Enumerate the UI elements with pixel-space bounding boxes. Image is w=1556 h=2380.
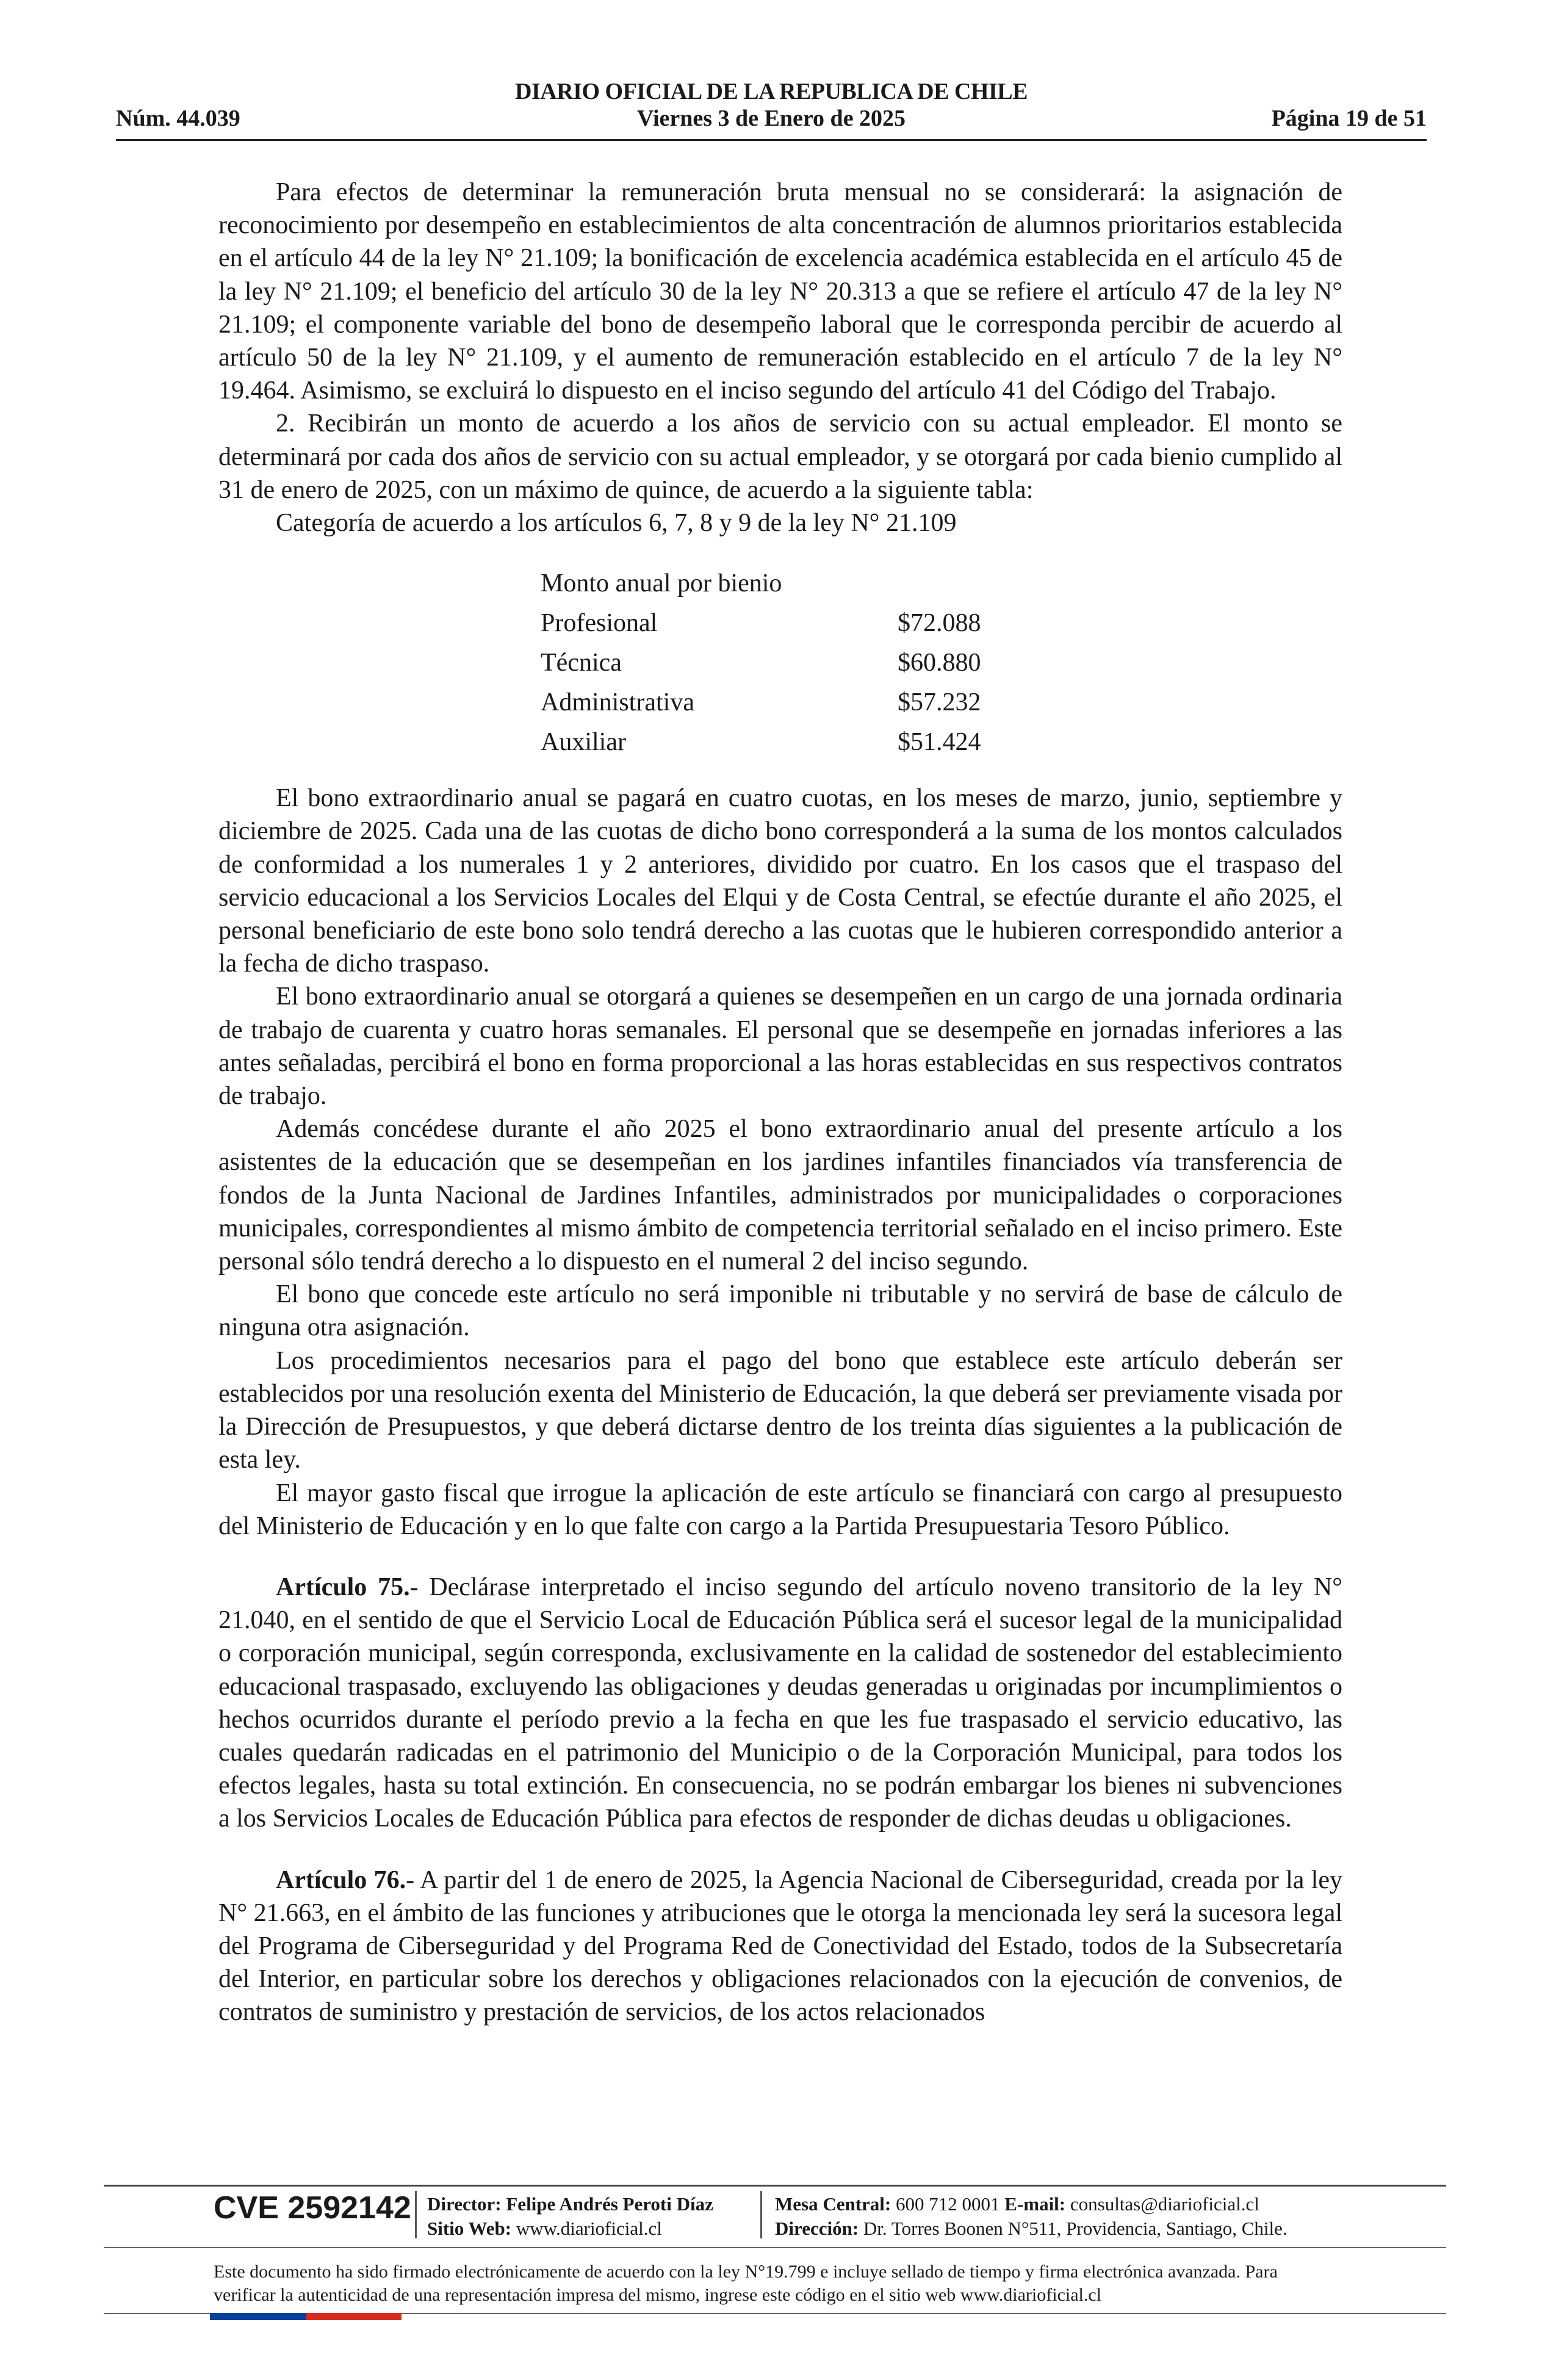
table-row: [541, 604, 1342, 643]
header-rule: [116, 139, 1427, 141]
table-category: Profesional: [541, 609, 658, 638]
flag-stripe-blue: [210, 2313, 306, 2320]
table-row: [541, 723, 1342, 762]
director-label: Director:: [427, 2193, 502, 2215]
signature-note: Este documento ha sido firmado electrónicamente de acuerdo con la ley N°19.799 e incluye sellado de tiempo y firma electrónica avanzada. Para verificar la autenticidad de una representación impresa del mismo, ingrese este código en el sitio web www.diarioficial.cl: [214, 2262, 1278, 2305]
paragraph: El bono extraordinario anual se otorgará a quienes se desempeñen en un cargo de una jornada ordinaria de trabajo de cuarenta y cuatro horas semanales. El personal que se desempeñe en jornadas inferiores a las antes señaladas, percibirá el bono en forma proporcional a las horas establecidas en sus respectivos contratos de trabajo.: [218, 983, 1342, 1111]
issue-number: Núm. 44.039: [116, 106, 240, 131]
footer-rule: [104, 2247, 1446, 2248]
table-row: [541, 683, 1342, 723]
table-header: Monto anual por bienio: [541, 569, 782, 598]
mesa-label: Mesa Central:: [775, 2193, 891, 2215]
flag-stripe-red: [306, 2313, 402, 2320]
page-indicator: Página 19 de 51: [1271, 106, 1427, 131]
article-heading: Artículo 75.-: [276, 1573, 419, 1601]
article-75: [218, 1571, 1342, 1836]
paragraph: El bono extraordinario anual se pagará en cuatro cuotas, en los meses de marzo, junio, septiembre y diciembre de 2025. Cada una de las cuotas de dicho bono corresponderá a la suma de los montos calculados de conformidad a los numerales 1 y 2 anteriores, dividido por cuatro. En los casos que el traspaso del servicio educacional a los Servicios Locales del Elqui y de Costa Central, se efectúe durante el año 2025, el personal beneficiario de este bono solo tendrá derecho a las cuotas que le hubieren correspondido anterior a la fecha de dicho traspaso.: [218, 784, 1342, 978]
paragraph: El bono que concede este artículo no será imponible ni tributable y no servirá de base de cálculo de ninguna otra asignación.: [218, 1280, 1342, 1342]
article-heading: Artículo 76.-: [276, 1866, 415, 1894]
table-row: [541, 643, 1342, 683]
site-link[interactable]: www.diarioficial.cl: [516, 2218, 662, 2239]
footer-divider: [415, 2191, 417, 2238]
footer-director-block: [427, 2192, 713, 2241]
address-text: Dr. Torres Boonen N°511, Providencia, Santiago, Chile.: [863, 2218, 1288, 2239]
document-body: [218, 176, 1342, 2029]
paragraph: 2. Recibirán un monto de acuerdo a los años de servicio con su actual empleador. El monto se determinará por cada dos años de servicio con su actual empleador, y se otorgará por cada bienio cumplido al 31 de enero de 2025, con un máximo de quince, de acuerdo a la siguiente tabla:: [218, 409, 1342, 504]
footer-divider: [760, 2191, 762, 2238]
page-header: [116, 73, 1427, 146]
issue-date: Viernes 3 de Enero de 2025: [636, 106, 906, 131]
table-amount: $51.424: [898, 728, 981, 757]
table-header-row: [541, 564, 1342, 604]
paragraph: Los procedimientos necesarios para el pago del bono que establece este artículo deberán ser establecidos por una resolución exenta del Ministerio de Educación, la que deberá ser previamente visada por la Dirección de Presupuestos, y que deberá dictarse dentro de los treinta días siguientes a la publicación de esta ley.: [218, 1346, 1342, 1474]
article-76: [218, 1864, 1342, 2029]
director-name: Felipe Andrés Peroti Díaz: [506, 2193, 713, 2215]
table-category: Auxiliar: [541, 728, 626, 757]
publication-title: DIARIO OFICIAL DE LA REPUBLICA DE CHILE: [515, 79, 1028, 104]
email-link[interactable]: consultas@diarioficial.cl: [1070, 2193, 1259, 2215]
mesa-phone: 600 712 0001: [896, 2193, 1000, 2215]
email-label: E-mail:: [1004, 2193, 1066, 2215]
article-text: Declárase interpretado el inciso segundo del artículo noveno transitorio de la ley N° 21.040, en el sentido de que el Servicio Local de Educación Pública será el sucesor legal de la municipalidad o corporación municipal, según corresponda, exclusivamente en la calidad de sostenedor del establecimiento educacional traspasado, excluyendo las obligaciones y deudas generadas u originadas por incumplimientos o hechos ocurridos durante el período previo a la fecha en que les fue traspasado el servicio educativo, las cuales quedarán radicadas en el patrimonio del Municipio o de la Corporación Municipal, para todos los efectos legales, hasta su total extinción. En consecuencia, no se podrán embargar los bienes ni subvenciones a los Servicios Locales de Educación Pública para efectos de responder de dichas deudas u obligaciones.: [218, 1573, 1342, 1833]
table-amount: $72.088: [898, 609, 981, 638]
paragraph: El mayor gasto fiscal que irrogue la aplicación de este artículo se financiará con cargo al presupuesto del Ministerio de Educación y en lo que falte con cargo a la Partida Presupuestaria Tesoro Público.: [218, 1479, 1342, 1540]
table-category: Técnica: [541, 649, 622, 677]
amount-table: [541, 564, 1342, 762]
paragraph: Además concédese durante el año 2025 el bono extraordinario anual del presente artículo a los asistentes de la educación que se desempeñan en los jardines infantiles financiados vía transferencia de fondos de la Junta Nacional de Jardines Infantiles, administrados por municipalidades o corporaciones municipales, correspondientes al mismo ámbito de competencia territorial señalado en el inciso primero. Este personal sólo tendrá derecho a lo dispuesto en el numeral 2 del inciso segundo.: [218, 1115, 1342, 1276]
site-label: Sitio Web:: [427, 2218, 512, 2239]
address-label: Dirección:: [775, 2218, 859, 2239]
table-amount: $60.880: [898, 649, 981, 677]
cve-code: CVE 2592142: [214, 2190, 411, 2226]
footer-rule: [104, 2185, 1446, 2187]
footer-contact-block: [775, 2192, 1288, 2241]
table-amount: $57.232: [898, 688, 981, 717]
article-text: A partir del 1 de enero de 2025, la Agencia Nacional de Ciberseguridad, creada por la ley N° 21.663, en el ámbito de las funciones y atribuciones que le otorga la mencionada ley será la sucesora legal del Programa de Ciberseguridad y del Programa Red de Conectividad del Estado, todos de la Subsecretaría del Interior, en particular sobre los derechos y obligaciones relacionados con la ejecución de convenios, de contratos de suministro y prestación de servicios, de los actos relacionados: [218, 1866, 1342, 2027]
paragraph: Para efectos de determinar la remuneración bruta mensual no se considerará: la asignación de reconocimiento por desempeño en establecimientos de alta concentración de alumnos prioritarios establecida en el artículo 44 de la ley N° 21.109; la bonificación de excelencia académica establecida en el artículo 45 de la ley N° 21.109; el beneficio del artículo 30 de la ley N° 20.313 a que se refiere el artículo 47 de la ley N° 21.109; el componente variable del bono de desempeño laboral que le corresponda percibir de acuerdo al artículo 50 de la ley N° 21.109, y el aumento de remuneración establecido en el artículo 7 de la ley N° 19.464. Asimismo, se excluirá lo dispuesto en el inciso segundo del artículo 41 del Código del Trabajo.: [218, 178, 1342, 405]
table-category: Administrativa: [541, 688, 694, 717]
table-caption: Categoría de acuerdo a los artículos 6, 7, 8 y 9 de la ley N° 21.109: [276, 509, 957, 538]
